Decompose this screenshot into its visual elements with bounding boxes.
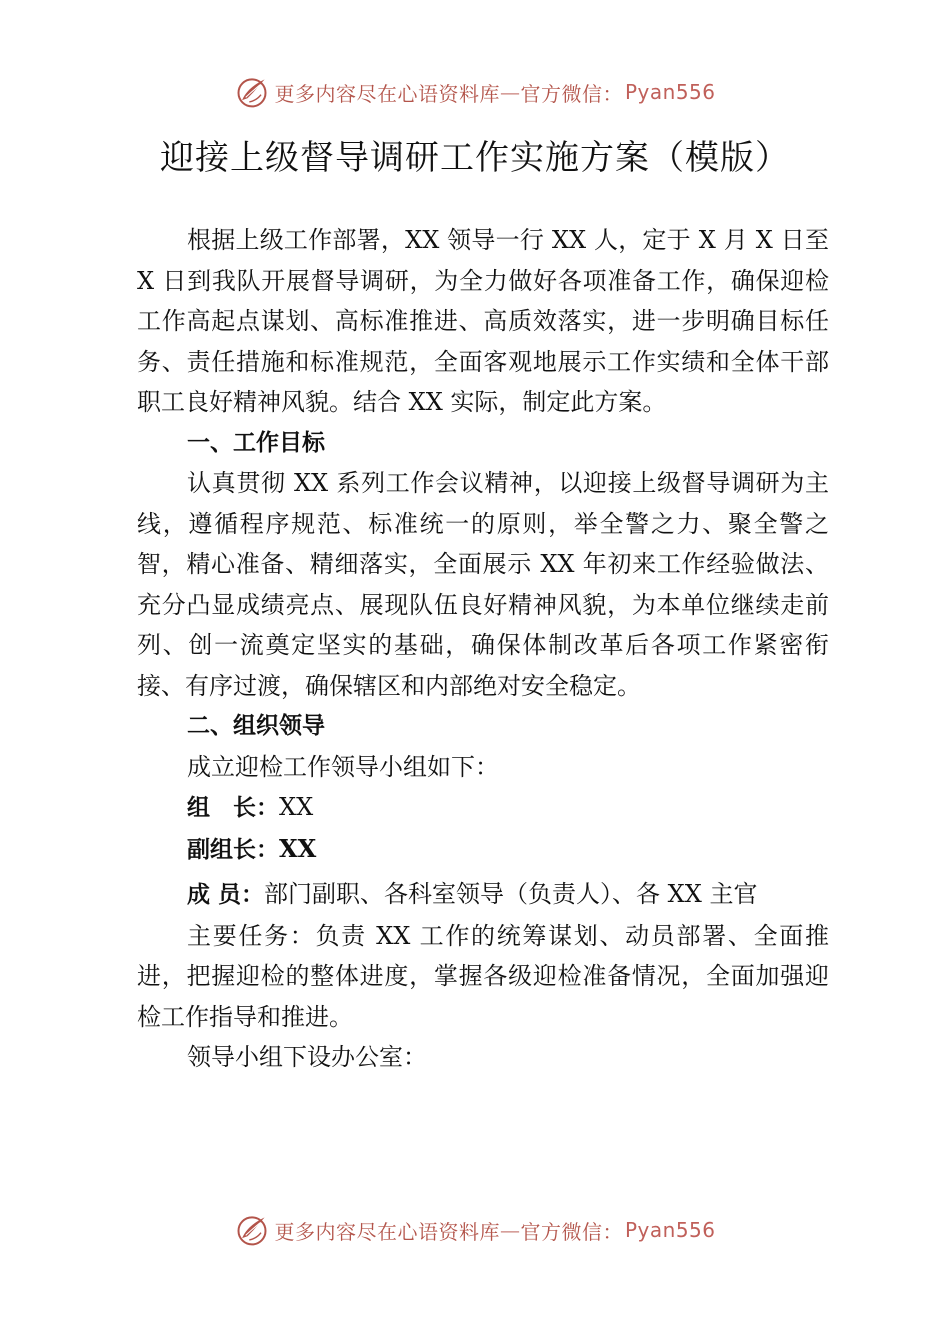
duty-paragraph: 主要任务：负责 XX 工作的统筹谋划、动员部署、全面推进，把握迎检的整体进度，掌握各级迎检准备情况，全面加强迎检工作指导和推进。 <box>137 921 829 1031</box>
banner-separator: — <box>499 1218 521 1242</box>
document-title: 迎接上级督导调研工作实施方案（模版） <box>160 138 790 178</box>
document-body <box>137 220 829 1078</box>
banner-wechat-id: Pyan556 <box>624 80 716 104</box>
banner-wechat-label: 官方微信： <box>520 1219 623 1244</box>
header-banner <box>0 72 950 112</box>
deputy-label: 副组长： <box>187 836 279 863</box>
leader-value: XX <box>279 793 314 821</box>
banner-slogan: 更多内容尽在心语资料库 <box>274 1219 500 1244</box>
banner-separator: — <box>499 80 521 104</box>
banner-slogan: 更多内容尽在心语资料库 <box>274 81 500 106</box>
footer-banner <box>0 1210 950 1250</box>
leader-row <box>137 787 829 829</box>
intro-paragraph: 根据上级工作部署，XX 领导一行 XX 人，定于 X 月 X 日至 X 日到我队开展督导调研，为全力做好各项准备工作，确保迎检工作高起点谋划、高标准推进、高质效落实，进一步明确目标任务、责任措施和标准规范，全面客观地展示工作实绩和全体干部职工良好精神风貌。结合 XX 实际，制定此方案。 <box>137 226 829 416</box>
logo-icon <box>234 74 270 110</box>
office-line: 领导小组下设办公室： <box>187 1043 427 1071</box>
section-heading-organization: 二、组织领导 <box>187 713 325 739</box>
members-row <box>137 874 829 916</box>
members-label: 成 员： <box>187 882 265 908</box>
goals-paragraph: 认真贯彻 XX 系列工作会议精神，以迎接上级督导调研为主线，遵循程序规范、标准统一的原则，举全警之力、聚全警之智，精心准备、精细落实，全面展示 XX 年初来工作经验做法、充分凸显成绩亮点、展现队伍良好精神风貌，为本单位继续走前列、创一流奠定坚实的基础，确保体制改革后各项工作紧密衔接、有序过渡，确保辖区和内部绝对安全稳定。 <box>137 469 829 700</box>
banner-wechat-id: Pyan556 <box>624 1218 716 1242</box>
deputy-value: XX <box>279 833 317 863</box>
organization-intro: 成立迎检工作领导小组如下： <box>187 752 499 781</box>
logo-icon <box>234 1212 270 1248</box>
leader-label: 组 长： <box>187 795 279 821</box>
banner-wechat-label: 官方微信： <box>520 81 623 106</box>
section-heading-goals: 一、工作目标 <box>187 429 325 456</box>
deputy-row <box>137 829 829 871</box>
members-value: 部门副职、各科室领导（负责人）、各 XX 主官 <box>264 880 758 908</box>
